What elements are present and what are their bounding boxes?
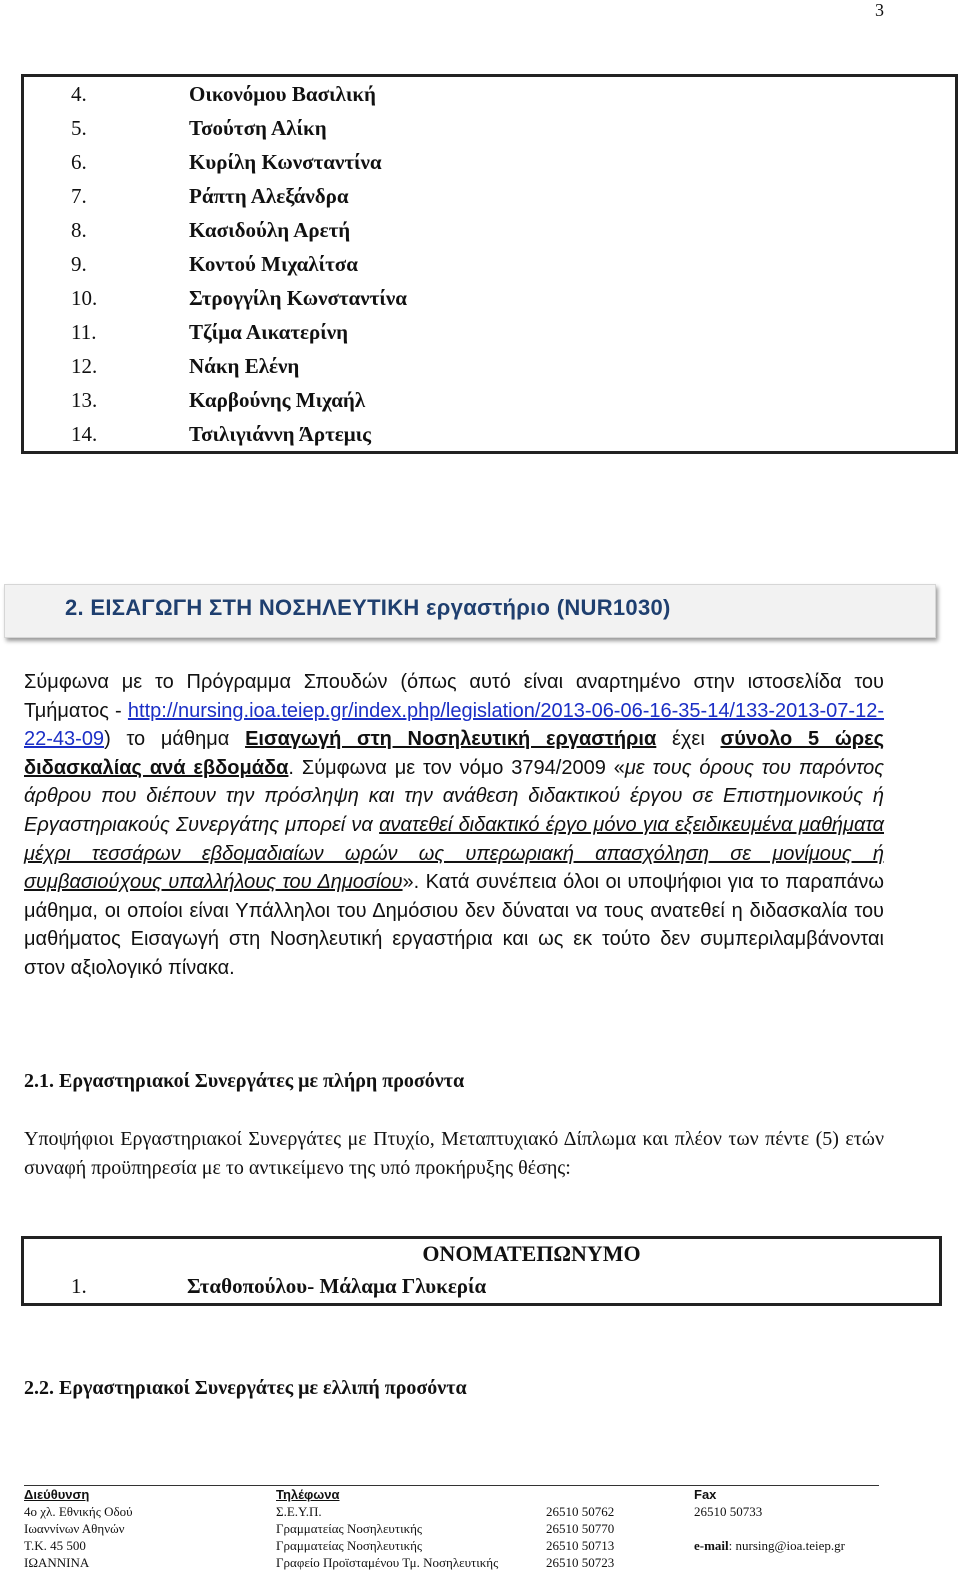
row-number: 12. <box>71 353 98 378</box>
subsection-2-1-heading: 2.1. Εργαστηριακοί Συνεργάτες με πλήρη προσόντα <box>24 1070 465 1092</box>
table-row <box>23 179 957 213</box>
table-row <box>23 76 957 112</box>
weekly-hours: σύνολο 5 ώρες διδασκαλίας ανά εβδομάδα <box>24 728 885 779</box>
footer-phone-number: 26510 50713 <box>546 1538 615 1553</box>
row-number: 5. <box>71 115 87 140</box>
candidates-table-2 <box>21 1236 942 1306</box>
row-number: 13. <box>71 387 98 412</box>
table-row <box>23 417 957 453</box>
row-name: Σταθοπούλου- Μάλαμα Γλυκερία <box>187 1273 487 1298</box>
department-link[interactable]: http://nursing.ioa.teiep.gr/index.php/legislation/2013-06-06-16-35-14/133-2013-07-12-22-43-09 <box>24 699 884 751</box>
table-row <box>23 145 957 179</box>
row-number: 6. <box>71 149 87 174</box>
footer-address-line: ΙΩΑΝΝΙΝΑ <box>24 1555 90 1570</box>
row-number: 1. <box>71 1273 87 1298</box>
table-row <box>23 1269 941 1305</box>
table-row <box>23 315 957 349</box>
p1-text-f: Κατά συνέπεια όλοι οι υποψήφιοι για το παραπάνω μάθημα, οι οποίοι είναι Υπάλληλοι του Δημόσιου δεν δύναται να τους ανατεθεί η διδασκαλία του μαθήματος Εισαγωγή στη Νοσηλευτική εργαστήρια και ως εκ τούτο δεν συμπεριλαμβάνονται στον αξιολογικό πίνακα. <box>24 871 884 979</box>
table-row <box>23 383 957 417</box>
row-name: Τζίμα Αικατερίνη <box>189 319 349 344</box>
page-number: 3 <box>875 0 884 20</box>
row-name: Στρογγίλη Κωνσταντίνα <box>189 285 407 310</box>
row-number: 10. <box>71 285 98 310</box>
footer-email[interactable]: : nursing@ioa.teiep.gr <box>728 1538 845 1553</box>
p1-text-b: ) το μάθημα <box>104 728 246 751</box>
section-2-heading-box <box>4 584 936 638</box>
row-number: 9. <box>71 251 87 276</box>
footer-address-line: Τ.Κ. 45 500 <box>24 1538 86 1553</box>
footer-phone-name: Σ.Ε.Υ.Π. <box>276 1504 322 1519</box>
table-header-name: ΟΝΟΜΑΤΕΠΩΝΥΜΟ <box>422 1241 641 1266</box>
row-number: 14. <box>71 421 98 446</box>
row-number: 4. <box>71 81 87 106</box>
section-2-heading: 2. ΕΙΣΑΓΩΓΗ ΣΤΗ ΝΟΣΗΛΕΥΤΙΚΗ εργαστήριο (NUR1030) <box>65 595 671 620</box>
footer-phone-name: Γραμματείας Νοσηλευτικής <box>276 1538 423 1553</box>
subsection-2-1-text: Υποψήφιοι Εργαστηριακοί Συνεργάτες με Πτυχίο, Μεταπτυχιακό Δίπλωμα και πλέον των πέντε (5) ετών συναφή προϋπηρεσία με το αντικείμενο της υπό προκήρυξης θέσης: <box>24 1128 884 1179</box>
row-name: Νάκη Ελένη <box>189 353 300 378</box>
p1-text-c: έχει <box>656 728 721 751</box>
course-name: Εισαγωγή στη Νοσηλευτική εργαστήρια <box>245 728 657 751</box>
row-number: 8. <box>71 217 87 242</box>
footer-address-line: 4ο χλ. Εθνικής Οδού <box>24 1504 133 1519</box>
footer-fax-label: Fax <box>694 1487 717 1502</box>
p1-text-d: . Σύμφωνα με τον νόμο 3794/2009 « <box>288 756 625 779</box>
section-2-paragraph <box>24 668 884 983</box>
row-name: Καρβούνης Μιχαήλ <box>189 387 366 412</box>
footer-phone-number: 26510 50762 <box>546 1504 615 1519</box>
row-name: Κασιδούλη Αρετή <box>189 217 351 242</box>
row-name: Ράπτη Αλεξάνδρα <box>189 183 349 208</box>
law-quote-b: ανατεθεί διδακτικό έργο μόνο για εξειδικευμένα μαθήματα μέχρι τεσσάρων εβδομαδιαίων ωρών ως υπερωριακή απασχόληση σε μονίμους ή συμβασιούχους υπαλλήλους του Δημοσίου <box>24 813 885 894</box>
candidates-table-1 <box>21 74 958 454</box>
row-number: 7. <box>71 183 87 208</box>
footer-phone-name: Γραμματείας Νοσηλευτικής <box>276 1521 423 1536</box>
table-row <box>23 349 957 383</box>
footer-address-line: Ιωαννίνων Αθηνών <box>24 1521 125 1536</box>
row-name: Τσιλιγιάννη Άρτεμις <box>189 421 372 446</box>
row-name: Κοντού Μιχαλίτσα <box>189 251 358 276</box>
footer-address-label: Διεύθυνση <box>24 1487 90 1502</box>
footer-phone-name: Γραφείο Προϊσταμένου Τμ. Νοσηλευτικής <box>276 1555 499 1570</box>
row-name: Τσούτση Αλίκη <box>189 115 327 140</box>
table-row <box>23 281 957 315</box>
law-quote-a: με τους όρους του παρόντος άρθρου που διέπουν την πρόσληψη και την ανάθεση διδακτικού έργου σε Επιστημονικούς ή Εργαστηριακούς Συνεργάτης μπορεί να <box>24 756 885 836</box>
row-name: Οικονόμου Βασιλική <box>189 81 376 106</box>
subsection-2-2-heading: 2.2. Εργαστηριακοί Συνεργάτες με ελλιπή προσόντα <box>24 1377 467 1399</box>
table-row <box>23 247 957 281</box>
footer-phone-number: 26510 50770 <box>546 1521 615 1536</box>
footer-fax-number: 26510 50733 <box>694 1504 763 1519</box>
table-row <box>23 213 957 247</box>
row-name: Κυρίλη Κωνσταντίνα <box>189 149 382 174</box>
footer-phone-number: 26510 50723 <box>546 1555 615 1570</box>
row-number: 11. <box>71 319 97 344</box>
footer-email-label: e-mail <box>694 1538 729 1553</box>
footer-phones-label: Τηλέφωνα <box>276 1487 340 1502</box>
p1-text-a: Σύμφωνα με το Πρόγραμμα Σπουδών (όπως αυτό είναι αναρτημένο στην ιστοσελίδα του Τμήματος - <box>24 671 884 722</box>
p1-text-e: ». <box>402 871 426 894</box>
table-row <box>23 111 957 145</box>
